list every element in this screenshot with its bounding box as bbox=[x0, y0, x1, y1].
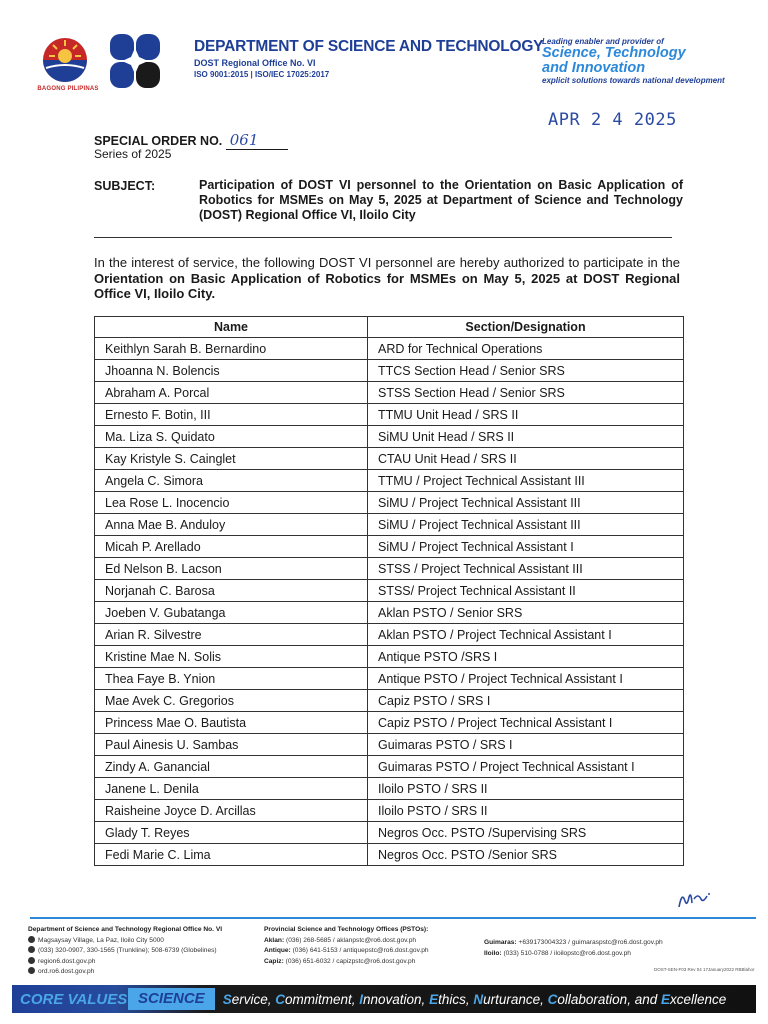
personnel-designation: SiMU / Project Technical Assistant I bbox=[368, 536, 684, 558]
personnel-name: Arian R. Silvestre bbox=[95, 624, 368, 646]
personnel-designation: TTCS Section Head / Senior SRS bbox=[368, 360, 684, 382]
order-series: Series of 2025 bbox=[94, 147, 172, 161]
table-row bbox=[95, 624, 684, 646]
footer-web: ord.ro6.dost.gov.ph bbox=[38, 968, 95, 975]
core-value-text: ervice, bbox=[231, 991, 276, 1007]
core-value-initial: C bbox=[275, 991, 285, 1007]
personnel-designation: Iloilo PSTO / SRS II bbox=[368, 778, 684, 800]
subject-text: Participation of DOST VI personnel to the Orientation on Basic Application of Robotics for MSMEs on May 5, 2025 at Department of Science and Technology (DOST) Regional Office VI, Iloilo City bbox=[199, 178, 683, 222]
phone-icon bbox=[28, 946, 35, 953]
personnel-name: Ernesto F. Botin, III bbox=[95, 404, 368, 426]
psto-aklan: (036) 268-5685 / aklanpstc@ro6.dost.gov.ph bbox=[286, 936, 417, 944]
department-block bbox=[194, 38, 543, 79]
column-header-name: Name bbox=[95, 317, 368, 338]
tagline-main-2: and Innovation bbox=[542, 60, 646, 76]
psto-iloilo-label: Iloilo: bbox=[484, 949, 502, 957]
personnel-name: Angela C. Simora bbox=[95, 470, 368, 492]
core-value-text: thics, bbox=[438, 991, 474, 1007]
personnel-name: Lea Rose L. Inocencio bbox=[95, 492, 368, 514]
table-row bbox=[95, 426, 684, 448]
initials-signature bbox=[676, 887, 712, 911]
footer-divider bbox=[30, 917, 756, 919]
personnel-designation: Guimaras PSTO / SRS I bbox=[368, 734, 684, 756]
personnel-name: Fedi Marie C. Lima bbox=[95, 844, 368, 866]
personnel-designation: STSS Section Head / Senior SRS bbox=[368, 382, 684, 404]
personnel-name: Kristine Mae N. Solis bbox=[95, 646, 368, 668]
received-date-stamp: APR 2 4 2025 bbox=[548, 110, 677, 130]
bagong-pilipinas-caption: BAGONG PILIPINAS bbox=[37, 86, 99, 92]
dost-logo bbox=[108, 30, 162, 92]
document-code: DOST-SEN-F03 Rev 04 17January2022 RBBlahor bbox=[654, 967, 755, 972]
personnel-name: Ed Nelson B. Lacson bbox=[95, 558, 368, 580]
tagline-bottom: explicit solutions towards national development bbox=[542, 76, 725, 85]
core-value-initial: N bbox=[473, 991, 484, 1007]
department-name: DEPARTMENT OF SCIENCE AND TECHNOLOGY bbox=[194, 38, 544, 55]
core-values-list bbox=[223, 992, 727, 1007]
personnel-designation: Negros Occ. PSTO /Senior SRS bbox=[368, 844, 684, 866]
location-pin-icon bbox=[28, 936, 35, 943]
core-values-label: CORE VALUES bbox=[20, 990, 128, 1008]
personnel-name: Abraham A. Porcal bbox=[95, 382, 368, 404]
table-row bbox=[95, 536, 684, 558]
personnel-designation: Negros Occ. PSTO /Supervising SRS bbox=[368, 822, 684, 844]
personnel-name: Thea Faye B. Ynion bbox=[95, 668, 368, 690]
core-value-text: ollaboration, and bbox=[557, 991, 661, 1007]
subject-divider bbox=[94, 237, 672, 238]
personnel-name: Princess Mae O. Bautista bbox=[95, 712, 368, 734]
special-order-label: SPECIAL ORDER NO. bbox=[94, 134, 223, 148]
table-row bbox=[95, 778, 684, 800]
table-row bbox=[95, 690, 684, 712]
psto-iloilo: (033) 510-0788 / iloilopstc@ro6.dost.gov.ph bbox=[503, 949, 631, 957]
personnel-designation: CTAU Unit Head / SRS II bbox=[368, 448, 684, 470]
personnel-designation: STSS/ Project Technical Assistant II bbox=[368, 580, 684, 602]
psto-antique-label: Antique: bbox=[264, 947, 291, 954]
core-value-initial: I bbox=[359, 991, 363, 1007]
personnel-name: Paul Ainesis U. Sambas bbox=[95, 734, 368, 756]
table-row bbox=[95, 470, 684, 492]
table-row bbox=[95, 668, 684, 690]
globe-icon bbox=[28, 967, 35, 974]
psto-capiz-label: Capiz: bbox=[264, 957, 284, 965]
personnel-designation: STSS / Project Technical Assistant III bbox=[368, 558, 684, 580]
core-values-bar bbox=[12, 985, 756, 1013]
personnel-name: Micah P. Arellado bbox=[95, 536, 368, 558]
footer-office-title: Department of Science and Technology Regional Office No. VI bbox=[28, 926, 223, 933]
core-value-text: urturance, bbox=[483, 991, 548, 1007]
core-value-initial: S bbox=[222, 991, 232, 1007]
personnel-designation: SiMU Unit Head / SRS II bbox=[368, 426, 684, 448]
table-row bbox=[95, 602, 684, 624]
personnel-table-body bbox=[95, 338, 684, 866]
personnel-name: Zindy A. Ganancial bbox=[95, 756, 368, 778]
personnel-designation: Aklan PSTO / Senior SRS bbox=[368, 602, 684, 624]
table-row bbox=[95, 448, 684, 470]
personnel-table bbox=[94, 316, 684, 866]
regional-office: DOST Regional Office No. VI bbox=[194, 58, 316, 68]
table-row bbox=[95, 404, 684, 426]
table-row bbox=[95, 338, 684, 360]
email-icon bbox=[28, 957, 35, 964]
psto-aklan-label: Aklan: bbox=[264, 936, 285, 944]
core-value-initial: E bbox=[660, 991, 670, 1007]
core-value-initial: E bbox=[429, 991, 439, 1007]
core-values-science: SCIENCE bbox=[128, 988, 215, 1010]
personnel-name: Raisheine Joyce D. Arcillas bbox=[95, 800, 368, 822]
footer-psto-list bbox=[264, 925, 480, 967]
personnel-name: Keithlyn Sarah B. Bernardino bbox=[95, 338, 368, 360]
table-row bbox=[95, 712, 684, 734]
table-row bbox=[95, 382, 684, 404]
personnel-name: Kay Kristyle S. Cainglet bbox=[95, 448, 368, 470]
column-header-designation: Section/Designation bbox=[368, 317, 684, 338]
core-value-text: ommitment, bbox=[284, 991, 360, 1007]
tagline-main-1: Science, Technology bbox=[542, 45, 686, 61]
table-row bbox=[95, 360, 684, 382]
table-row bbox=[95, 580, 684, 602]
core-value-text: nnovation, bbox=[363, 991, 430, 1007]
intro-event: Orientation on Basic Application of Robotics for MSMEs on May 5, 2025 at DOST Regional Office VI, Iloilo City. bbox=[94, 270, 680, 301]
personnel-designation: Guimaras PSTO / Project Technical Assistant I bbox=[368, 756, 684, 778]
personnel-designation: SiMU / Project Technical Assistant III bbox=[368, 492, 684, 514]
psto-capiz: (036) 651-6032 / capizpstc@ro6.dost.gov.ph bbox=[285, 957, 416, 965]
tagline-block bbox=[542, 37, 752, 85]
personnel-designation: Antique PSTO / Project Technical Assistant I bbox=[368, 668, 684, 690]
footer-address: Magsaysay Village, La Paz, Iloilo City 5000 bbox=[38, 936, 164, 944]
personnel-name: Janene L. Denila bbox=[95, 778, 368, 800]
intro-lead: In the interest of service, the following DOST VI personnel are hereby authorized to participate in the bbox=[94, 255, 680, 270]
header-logos bbox=[32, 28, 162, 96]
personnel-name: Ma. Liza S. Quidato bbox=[95, 426, 368, 448]
table-row bbox=[95, 646, 684, 668]
table-row bbox=[95, 800, 684, 822]
table-row bbox=[95, 558, 684, 580]
personnel-name: Norjanah C. Barosa bbox=[95, 580, 368, 602]
core-value-initial: C bbox=[547, 991, 558, 1007]
footer-psto-list-2 bbox=[484, 938, 754, 959]
tagline-top: Leading enabler and provider of bbox=[542, 37, 664, 46]
personnel-designation: Capiz PSTO / SRS I bbox=[368, 690, 684, 712]
table-row bbox=[95, 734, 684, 756]
personnel-name: Jhoanna N. Bolencis bbox=[95, 360, 368, 382]
personnel-name: Glady T. Reyes bbox=[95, 822, 368, 844]
footer-email: region6.dost.gov.ph bbox=[38, 957, 96, 965]
footer-contact-main bbox=[28, 925, 260, 978]
table-row bbox=[95, 514, 684, 536]
personnel-designation: TTMU / Project Technical Assistant III bbox=[368, 470, 684, 492]
table-row bbox=[95, 492, 684, 514]
personnel-name: Mae Avek C. Gregorios bbox=[95, 690, 368, 712]
personnel-designation: Iloilo PSTO / SRS II bbox=[368, 800, 684, 822]
personnel-designation: SiMU / Project Technical Assistant III bbox=[368, 514, 684, 536]
footer-psto-title: Provincial Science and Technology Offices (PSTOs): bbox=[264, 926, 429, 933]
table-row bbox=[95, 756, 684, 778]
psto-guimaras-label: Guimaras: bbox=[484, 939, 517, 946]
intro-paragraph bbox=[94, 255, 680, 302]
table-row bbox=[95, 822, 684, 844]
iso-certification: ISO 9001:2015 | ISO/IEC 17025:2017 bbox=[194, 70, 330, 79]
personnel-name: Anna Mae B. Anduloy bbox=[95, 514, 368, 536]
core-value-text: xcellence bbox=[669, 991, 727, 1007]
table-row bbox=[95, 844, 684, 866]
personnel-designation: Capiz PSTO / Project Technical Assistant I bbox=[368, 712, 684, 734]
footer-phone: (033) 320-0907, 330-1565 (Trunkline); 508-6739 (Globelines) bbox=[38, 947, 217, 954]
special-order-number: 061 bbox=[226, 131, 288, 150]
personnel-designation: Antique PSTO /SRS I bbox=[368, 646, 684, 668]
personnel-designation: ARD for Technical Operations bbox=[368, 338, 684, 360]
table-header-row bbox=[95, 317, 684, 338]
subject-label: SUBJECT: bbox=[94, 179, 156, 193]
personnel-designation: Aklan PSTO / Project Technical Assistant I bbox=[368, 624, 684, 646]
personnel-designation: TTMU Unit Head / SRS II bbox=[368, 404, 684, 426]
personnel-name: Joeben V. Gubatanga bbox=[95, 602, 368, 624]
psto-guimaras: +639173004323 / guimaraspstc@ro6.dost.gov.ph bbox=[518, 939, 663, 946]
psto-antique: (036) 641-5153 / antiquepstc@ro6.dost.gov.ph bbox=[292, 947, 429, 954]
